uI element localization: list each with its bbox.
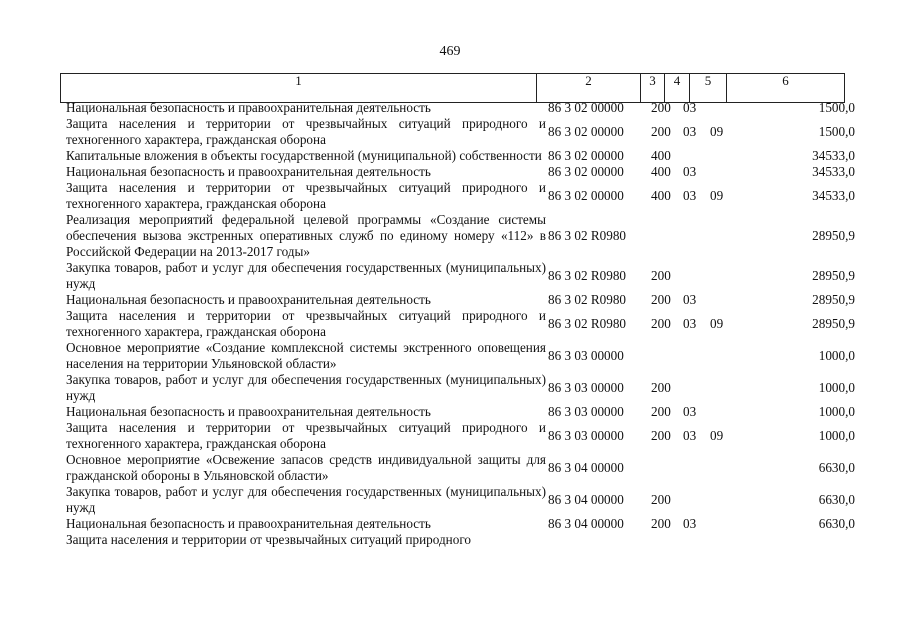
row-description: Национальная безопасность и правоохранительная деятельность	[66, 516, 431, 531]
row-code: 86 3 02 00000	[548, 100, 624, 115]
table-row	[0, 260, 905, 292]
row-section: 03	[683, 516, 697, 531]
table-body	[0, 100, 905, 548]
header-col-3: 3	[641, 74, 665, 102]
row-description: Защита населения и территории от чрезвычайных ситуаций природного и техногенного характера, гражданская оборона	[66, 420, 546, 451]
row-code: 86 3 04 00000	[548, 460, 624, 475]
row-amount: 28950,9	[812, 228, 855, 243]
row-amount: 6630,0	[818, 460, 855, 475]
row-description: Закупка товаров, работ и услуг для обеспечения государственных (муниципальных) нужд	[66, 372, 546, 403]
row-amount: 1000,0	[818, 428, 855, 443]
row-expense-type: 200	[651, 428, 671, 443]
row-amount: 34533,0	[812, 188, 855, 203]
table-row	[0, 164, 905, 180]
row-description: Реализация мероприятий федеральной целевой программы «Создание системы обеспечения вызова экстренных оперативных служб по единому номеру «112» в Российской Федерации на 2013-2017 годы»	[66, 212, 546, 259]
row-description: Национальная безопасность и правоохранительная деятельность	[66, 292, 431, 307]
row-expense-type: 200	[651, 100, 671, 115]
row-amount: 34533,0	[812, 164, 855, 179]
row-code: 86 3 02 00000	[548, 148, 624, 163]
row-amount: 28950,9	[812, 316, 855, 331]
row-code: 86 3 02 00000	[548, 124, 624, 139]
row-expense-type: 200	[651, 316, 671, 331]
row-expense-type: 200	[651, 516, 671, 531]
row-section: 03	[683, 316, 697, 331]
row-amount: 1500,0	[818, 124, 855, 139]
row-amount: 1000,0	[818, 348, 855, 363]
row-code: 86 3 03 00000	[548, 404, 624, 419]
row-code: 86 3 04 00000	[548, 516, 624, 531]
row-description: Защита населения и территории от чрезвычайных ситуаций природного	[66, 532, 471, 547]
table-row	[0, 516, 905, 532]
table-row	[0, 340, 905, 372]
table-row	[0, 116, 905, 148]
table-row	[0, 212, 905, 260]
row-description: Основное мероприятие «Создание комплексной системы экстренного оповещения населения на территории Ульяновской области»	[66, 340, 546, 371]
row-amount: 34533,0	[812, 148, 855, 163]
header-col-6: 6	[782, 73, 789, 88]
row-expense-type: 200	[651, 492, 671, 507]
row-subsection: 09	[710, 124, 724, 139]
row-code: 86 3 03 00000	[548, 380, 624, 395]
row-description: Основное мероприятие «Освежение запасов средств индивидуальной защиты для гражданской обороны в Ульяновской области»	[66, 452, 546, 483]
row-description: Национальная безопасность и правоохранительная деятельность	[66, 404, 431, 419]
table-row	[0, 420, 905, 452]
table-row	[0, 372, 905, 404]
row-description: Национальная безопасность и правоохранительная деятельность	[66, 164, 431, 179]
row-section: 03	[683, 188, 697, 203]
row-code: 86 3 02 R0980	[548, 292, 627, 307]
row-section: 03	[683, 292, 697, 307]
row-description: Национальная безопасность и правоохранительная деятельность	[66, 100, 431, 115]
table-row	[0, 148, 905, 164]
row-section: 03	[683, 404, 697, 419]
table-row	[0, 404, 905, 420]
table-row	[0, 100, 905, 116]
header-col-1: 1	[61, 74, 537, 102]
row-description: Закупка товаров, работ и услуг для обеспечения государственных (муниципальных) нужд	[66, 260, 546, 291]
row-expense-type: 200	[651, 124, 671, 139]
table-row	[0, 484, 905, 516]
row-expense-type: 200	[651, 268, 671, 283]
row-amount: 1500,0	[818, 100, 855, 115]
row-description: Защита населения и территории от чрезвычайных ситуаций природного и техногенного характера, гражданская оборона	[66, 180, 546, 211]
table-row	[0, 532, 905, 548]
table-row	[0, 180, 905, 212]
row-subsection: 09	[710, 188, 724, 203]
row-code: 86 3 03 00000	[548, 348, 624, 363]
row-subsection: 09	[710, 316, 724, 331]
row-amount: 28950,9	[812, 268, 855, 283]
header-col-4: 4	[665, 74, 690, 102]
row-code: 86 3 02 00000	[548, 188, 624, 203]
row-expense-type: 200	[651, 292, 671, 307]
table-header	[60, 73, 845, 103]
row-section: 03	[683, 124, 697, 139]
row-section: 03	[683, 164, 697, 179]
row-description: Защита населения и территории от чрезвычайных ситуаций природного и техногенного характера, гражданская оборона	[66, 308, 546, 339]
row-description: Защита населения и территории от чрезвычайных ситуаций природного и техногенного характера, гражданская оборона	[66, 116, 546, 147]
row-code: 86 3 04 00000	[548, 492, 624, 507]
row-amount: 6630,0	[818, 492, 855, 507]
row-code: 86 3 02 R0980	[548, 268, 627, 283]
row-expense-type: 400	[651, 188, 671, 203]
row-expense-type: 200	[651, 380, 671, 395]
row-expense-type: 400	[651, 164, 671, 179]
row-amount: 28950,9	[812, 292, 855, 307]
row-code: 86 3 02 R0980	[548, 316, 627, 331]
row-expense-type: 400	[651, 148, 671, 163]
header-col-5: 5	[690, 74, 727, 102]
row-code: 86 3 02 R0980	[548, 228, 627, 243]
page-number: 469	[439, 44, 461, 59]
row-section: 03	[683, 428, 697, 443]
row-description: Капитальные вложения в объекты государственной (муниципальной) собственности	[66, 148, 542, 163]
row-code: 86 3 03 00000	[548, 428, 624, 443]
header-col-2: 2	[537, 74, 641, 102]
table-row	[0, 452, 905, 484]
row-code: 86 3 02 00000	[548, 164, 624, 179]
table-row	[0, 292, 905, 308]
table-row	[0, 308, 905, 340]
row-expense-type: 200	[651, 404, 671, 419]
row-amount: 1000,0	[818, 404, 855, 419]
row-section: 03	[683, 100, 697, 115]
row-amount: 6630,0	[818, 516, 855, 531]
row-amount: 1000,0	[818, 380, 855, 395]
row-description: Закупка товаров, работ и услуг для обеспечения государственных (муниципальных) нужд	[66, 484, 546, 515]
row-subsection: 09	[710, 428, 724, 443]
